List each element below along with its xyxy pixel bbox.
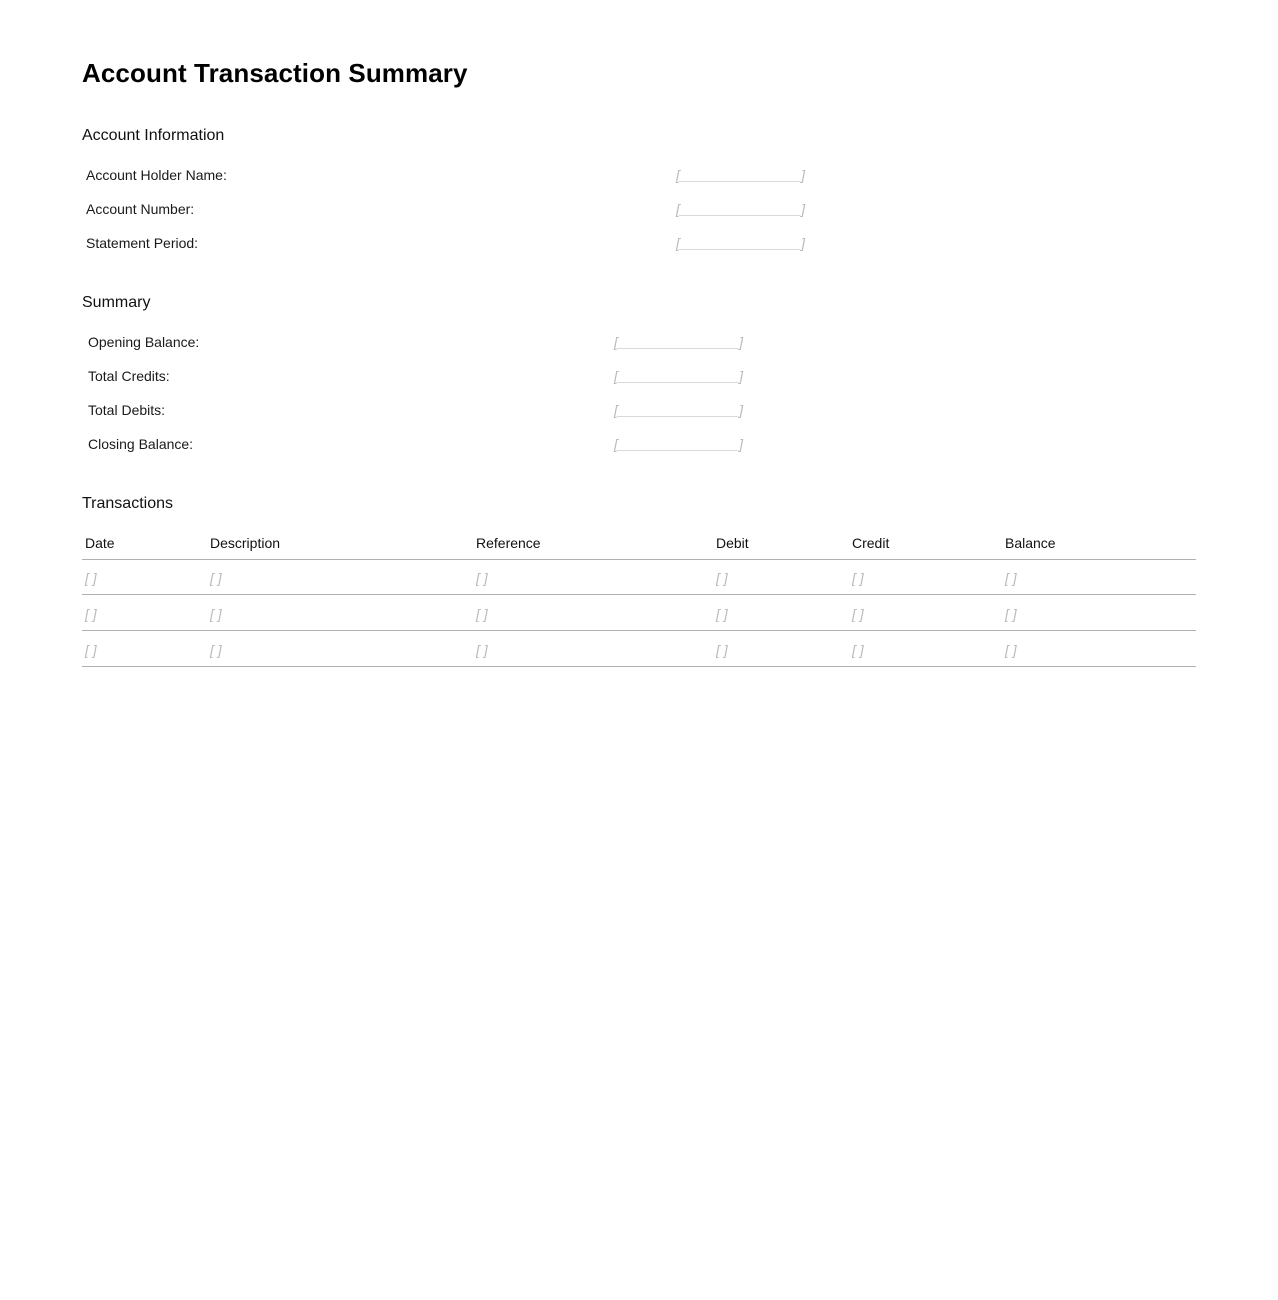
field-input-opening-balance[interactable]: [________________]: [614, 334, 743, 350]
field-label-statement-period: Statement Period:: [86, 235, 199, 251]
cell-description[interactable]: [ ]: [210, 570, 222, 586]
cell-credit[interactable]: [ ]: [852, 606, 864, 622]
field-label-opening-balance: Opening Balance:: [88, 334, 200, 350]
cell-reference[interactable]: [ ]: [476, 642, 488, 658]
cell-reference[interactable]: [ ]: [476, 606, 488, 622]
table-row[interactable]: [82, 632, 1196, 667]
cell-date[interactable]: [ ]: [85, 642, 97, 658]
column-header-date: Date: [85, 535, 115, 551]
cell-debit[interactable]: [ ]: [716, 606, 728, 622]
column-header-reference: Reference: [476, 535, 541, 551]
column-header-debit: Debit: [716, 535, 749, 551]
field-input-account-holder-name[interactable]: [________________]: [676, 167, 805, 183]
transactions-table: [82, 533, 1196, 667]
cell-date[interactable]: [ ]: [85, 570, 97, 586]
cell-reference[interactable]: [ ]: [476, 570, 488, 586]
cell-credit[interactable]: [ ]: [852, 642, 864, 658]
cell-balance[interactable]: [ ]: [1005, 570, 1017, 586]
cell-balance[interactable]: [ ]: [1005, 642, 1017, 658]
field-input-statement-period[interactable]: [________________]: [676, 235, 805, 251]
page-title: Account Transaction Summary: [82, 58, 468, 88]
table-row-rule: [82, 594, 1196, 595]
cell-description[interactable]: [ ]: [210, 642, 222, 658]
cell-debit[interactable]: [ ]: [716, 642, 728, 658]
table-row[interactable]: [82, 560, 1196, 595]
field-label-total-credits: Total Credits:: [88, 368, 170, 384]
section-heading-account-information: Account Information: [82, 127, 225, 144]
column-header-credit: Credit: [852, 535, 890, 551]
column-header-balance: Balance: [1005, 535, 1056, 551]
field-input-total-debits[interactable]: [________________]: [614, 402, 743, 418]
field-input-account-number[interactable]: [________________]: [676, 201, 805, 217]
cell-credit[interactable]: [ ]: [852, 570, 864, 586]
column-header-description: Description: [210, 535, 281, 551]
field-label-total-debits: Total Debits:: [88, 402, 166, 418]
table-row-rule: [82, 666, 1196, 667]
section-heading-summary: Summary: [82, 294, 151, 311]
table-row-rule: [82, 630, 1196, 631]
field-input-total-credits[interactable]: [________________]: [614, 368, 743, 384]
table-header-row: [82, 533, 1196, 559]
table-row[interactable]: [82, 596, 1196, 631]
cell-date[interactable]: [ ]: [85, 606, 97, 622]
field-label-closing-balance: Closing Balance:: [88, 436, 194, 452]
cell-balance[interactable]: [ ]: [1005, 606, 1017, 622]
field-label-account-number: Account Number:: [86, 201, 195, 217]
cell-description[interactable]: [ ]: [210, 606, 222, 622]
cell-debit[interactable]: [ ]: [716, 570, 728, 586]
field-input-closing-balance[interactable]: [________________]: [614, 436, 743, 452]
section-heading-transactions: Transactions: [82, 495, 173, 512]
field-label-account-holder-name: Account Holder Name:: [86, 167, 227, 183]
